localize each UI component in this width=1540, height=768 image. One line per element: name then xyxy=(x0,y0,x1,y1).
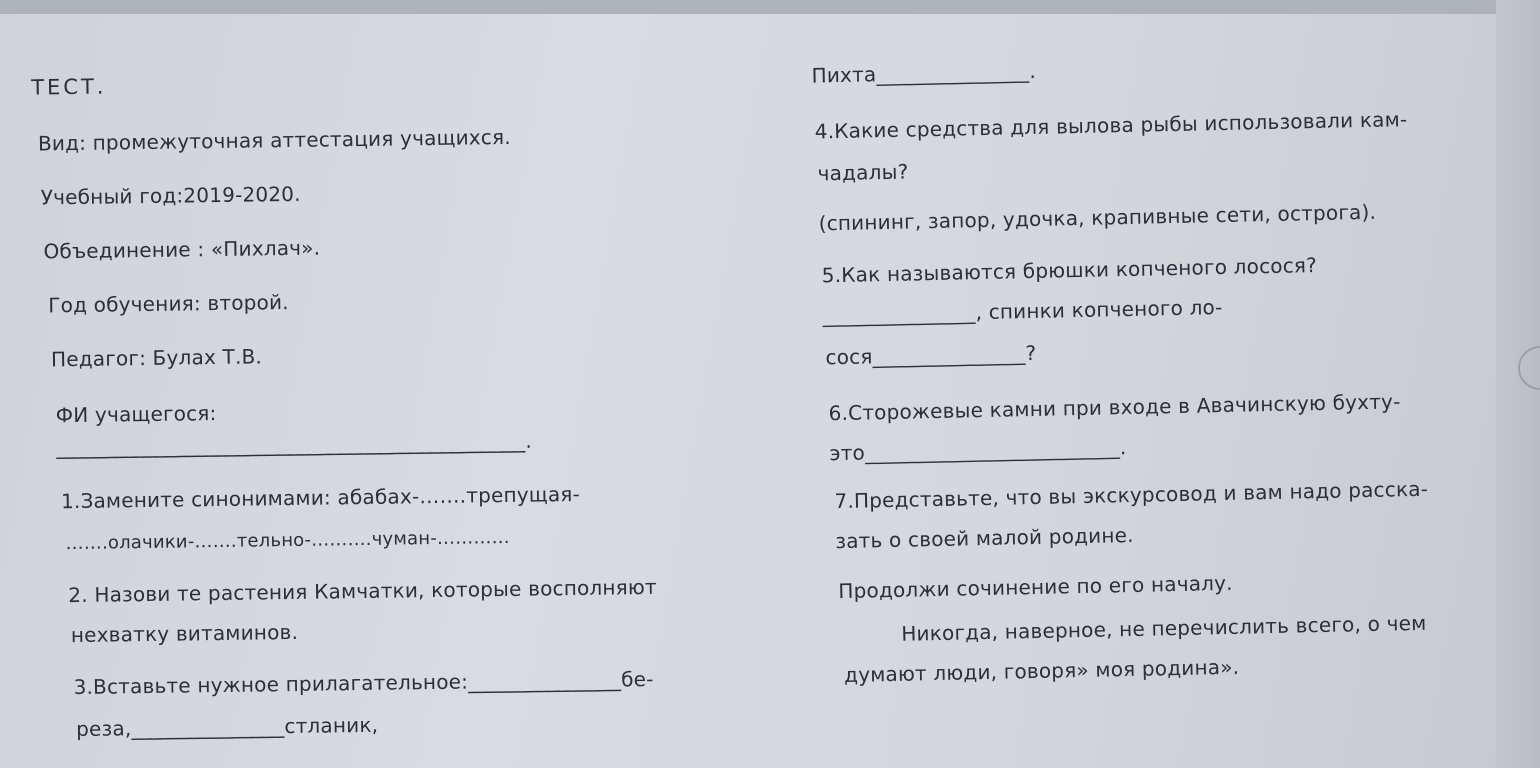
question-6-line-1: 6.Сторожевые камни при входе в Авачинскую бухту- xyxy=(828,389,1401,426)
question-4-options: (спининг, запор, удочка, крапивные сети, острога). xyxy=(818,199,1377,236)
question-4-line-1: 4.Какие средства для вылова рыбы использовали кам- xyxy=(814,107,1408,144)
test-title: ТЕСТ. xyxy=(31,74,107,100)
association: Объединение : «Пихлач». xyxy=(43,235,321,264)
assessment-type: Вид: промежуточная аттестация учащихся. xyxy=(37,124,511,156)
question-7-line-2: зать о своей малой родине. xyxy=(835,522,1134,554)
essay-line-2: думают люди, говоря» моя родина». xyxy=(843,654,1240,688)
question-3-line-1: 3.Вставьте нужное прилагательное:_______________бе- xyxy=(73,666,654,700)
fir-blank: Пихта_______________. xyxy=(811,58,1037,88)
student-label: ФИ учащегося: xyxy=(55,401,217,428)
question-5-line-3: сося_______________? xyxy=(825,340,1037,370)
right-column xyxy=(790,0,1506,768)
teacher: Педагог: Булах Т.В. xyxy=(50,344,263,372)
question-5-line-2: _______________, спинки копченого ло- xyxy=(822,295,1223,328)
question-4-line-2: чадалы? xyxy=(817,159,909,186)
question-1-line-1: 1.Замените синонимами: абабах-…….трепущая- xyxy=(60,481,581,514)
question-6-line-2: это_________________________. xyxy=(829,435,1127,466)
essay-line-1: Никогда, наверное, не перечислить всего, о чем xyxy=(901,610,1427,646)
study-year: Год обучения: второй. xyxy=(48,289,289,318)
question-2-line-1: 2. Назови те растения Камчатки, которые восполняют xyxy=(68,574,657,608)
student-name-blank: ______________________________________________. xyxy=(56,428,533,460)
question-3-line-2: реза,_______________стланик, xyxy=(76,712,379,742)
school-year: Учебный год:2019-2020. xyxy=(40,181,301,210)
question-1-line-2: …….олачики-…….тельно-……….чуман-………… xyxy=(65,526,510,555)
question-7-line-1: 7.Представьте, что вы экскурсовод и вам надо расска- xyxy=(834,476,1429,514)
question-7-line-3: Продолжи сочинение по его началу. xyxy=(838,570,1233,604)
question-2-line-2: нехватку витаминов. xyxy=(70,619,299,648)
question-5-line-1: 5.Как называются брюшки копченого лосося? xyxy=(821,253,1318,288)
